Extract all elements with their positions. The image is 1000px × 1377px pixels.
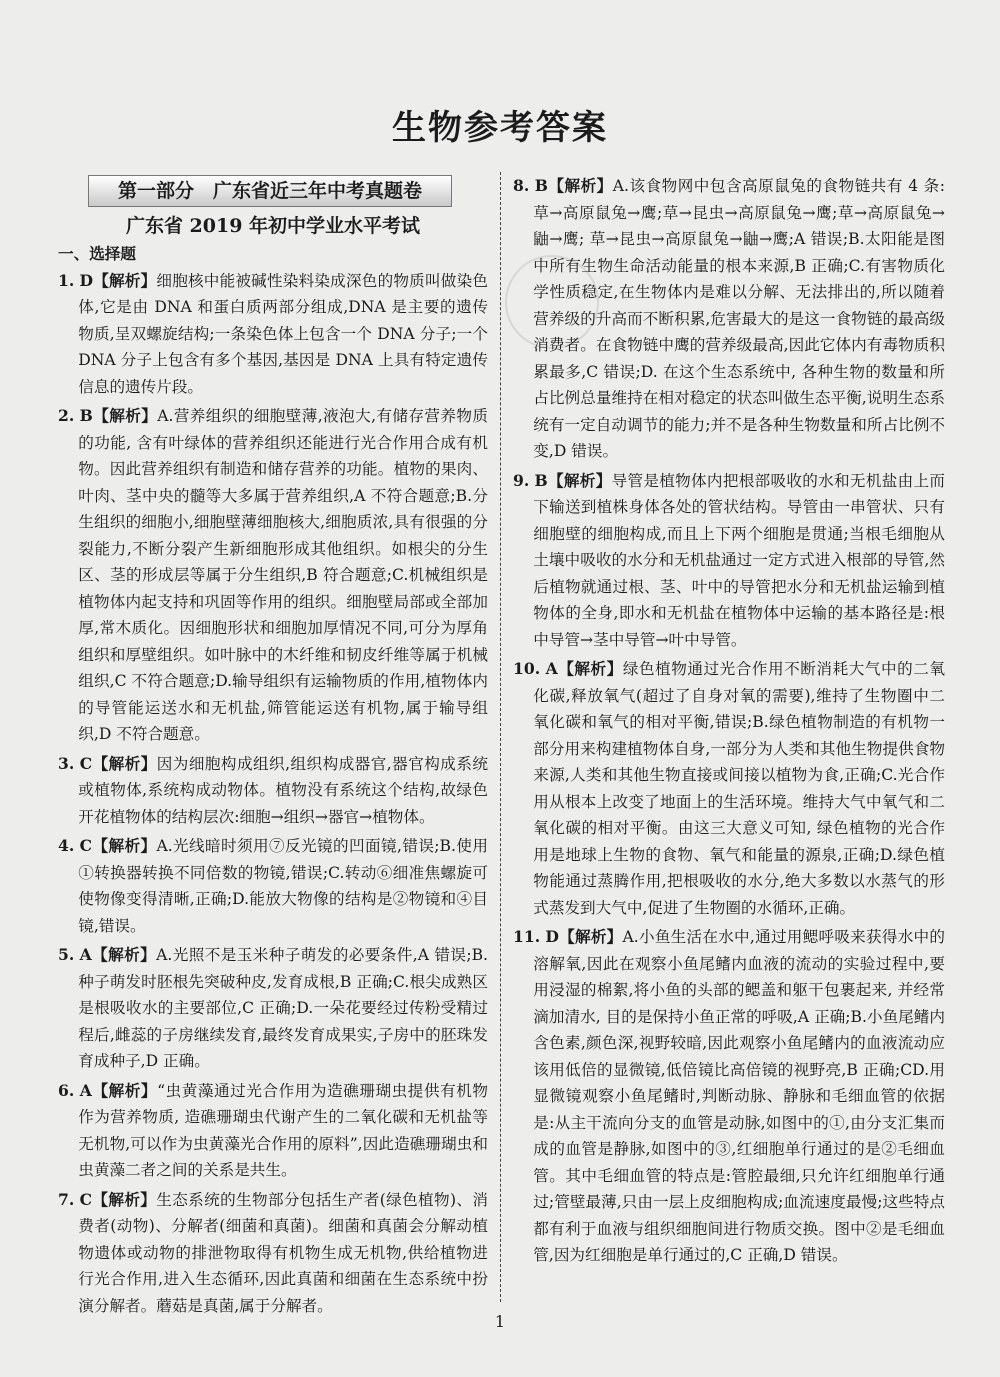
question-number: 3.: [58, 753, 75, 773]
analysis-text: 生态系统的生物部分包括生产者(绿色植物)、消费者(动物)、分解者(细菌和真菌)。细菌和真菌会分解动植物遗体或动物的排泄物取得有机物生成无机物,供给植物进行光合作用,进入生态循环,因此真菌和细菌在生态系统中扮演分解者。蘑菇是真菌,属于分解者。: [78, 1190, 488, 1315]
answer-letter: B: [534, 470, 548, 490]
question-number: 8.: [513, 176, 530, 195]
answer-item: [58, 268, 488, 401]
analysis-tag: 【解析】: [557, 659, 623, 678]
analysis-text: A.该食物网中包含高原鼠兔的食物链共有 4 条:草→高原鼠兔→鹰;草→昆虫→高原鼠兔→鹰;草→高原鼠兔→鼬→鹰; 草→昆虫→高原鼠兔→鼬→鹰;A 错误;B.太阳能是图中所有生物生命活动能量的根本来源,B 正确;C.有害物质化学性质稳定,在生物体内是难以分解、无法排出的,所以随着营养级的升高而不断积累,危害最大的是这一食物链的最高级消费者。在食物链中鹰的营养级最高,因此它体内有毒物质积累最多,C 错误;D. 在这个生态系统中, 各种生物的数量和所占比例总量维持在相对稳定的状态叫做生态平衡,说明生态系统有一定自动调节的能力;并不是各种生物数量和所占比例不变,D 错误。: [533, 177, 945, 460]
analysis-text: A.营养组织的细胞壁薄,液泡大,有储存营养物质的功能, 含有叶绿体的营养组织还能进行光合作用合成有机物。因此营养组织有制造和储存营养的功能。植物的果肉、叶肉、茎中央的髓等大多属于营养组织,A 不符合题意;B.分生组织的细胞小,细胞壁薄细胞核大,细胞质浓,具有很强的分裂能力,不断分裂产生新细胞形成其他组织。如根尖的分生区、茎的形成层等属于分生组织,B 符合题意;C.机械组织是植物体内起支持和巩固等作用的组织。细胞壁局部或全部加厚,常木质化。因细胞形状和细胞加厚情况不同,可分为厚角组织和厚壁组织。如叶脉中的木纤维和韧皮纤维等属于机械组织,C 不符合题意;D.输导组织有运输物质的作用,植物体内的导管能运送水和无机盐,筛管能运送有机物,属于输导组织,D 不符合题意。: [78, 407, 488, 743]
analysis-tag: 【解析】: [91, 1080, 158, 1100]
analysis-text: 导管是植物体内把根部吸收的水和无机盐由上而下输送到植株身体各处的管状结构。导管由一串管状、只有细胞壁的细胞构成,而且上下两个细胞是贯通;当根毛细胞从土壤中吸收的水分和无机盐通过一定方式进入根部的导管,然后植物就通过根、茎、叶中的导管把水分和无机盐运输到植物体的全身,即水和无机盐在植物体中运输的基本路径是:根中导管→茎中导管→叶中导管。: [533, 471, 945, 649]
question-list-left: [58, 268, 488, 1320]
analysis-text: 细胞核中能被碱性染料染成深色的物质叫做染色体,它是由 DNA 和蛋白质两部分组成,DNA 是主要的遗传物质,呈双螺旋结构;一条染色体上包含一个 DNA 分子;一个 DNA 分子上包含有多个基因,基因是 DNA 上具有特定遗传信息的遗传片段。: [78, 271, 488, 396]
question-number: 2.: [58, 406, 75, 425]
answer-letter: A: [79, 945, 92, 964]
answer-item: [513, 468, 945, 654]
column-divider: [500, 172, 501, 1302]
answer-letter: C: [79, 753, 93, 773]
answer-item: [513, 924, 945, 1269]
question-number: 10.: [513, 659, 541, 678]
question-number: 11.: [513, 927, 541, 946]
analysis-tag: 【解析】: [547, 470, 612, 490]
answer-item: [58, 1078, 488, 1184]
analysis-text: A.光照不是玉米种子萌发的必要条件,A 错误;B.种子萌发时胚根先突破种皮,发育成根,B 正确;C.根尖成熟区是根吸收水的主要部位,C 正确;D.一朵花要经过传粉受精过程后,雌蕊的子房继续发育,最终发育成果实,子房中的胚珠发育成种子,D 正确。: [78, 946, 488, 1070]
page-title: 生物参考答案: [392, 108, 608, 148]
answer-letter: B: [534, 176, 548, 195]
question-number: 6.: [58, 1080, 75, 1100]
right-column: [513, 173, 945, 1272]
question-number: 1.: [58, 270, 75, 290]
answer-item: [58, 942, 488, 1075]
answer-item: [58, 751, 488, 831]
question-number: 5.: [58, 945, 75, 964]
analysis-tag: 【解析】: [92, 753, 157, 773]
section-banner: 第一部分 广东省近三年中考真题卷: [88, 175, 452, 207]
analysis-text: 绿色植物通过光合作用不断消耗大气中的二氧化碳,释放氧气(超过了自身对氧的需要),维持了生物圈中二氧化碳和氧气的相对平衡,错误;B.绿色植物制造的有机物一部分用来构建植物体自身,一部分为人类和其他生物提供食物来源,人类和其他生物直接或间接以植物为食,正确;C.光合作用从根本上改变了地面上的生活环境。维持大气中氧气和二氧化碳的相对平衡。由这三大意义可知, 绿色植物的光合作用是地球上生物的食物、氧气和能量的源泉,正确;D.绿色植物能通过蒸腾作用,把根吸收的水分,绝大多数以水蒸气的形式蒸发到大气中,促进了生物圈的水循环,正确。: [533, 660, 945, 917]
question-number: 9.: [513, 470, 530, 490]
analysis-tag: 【解析】: [92, 1189, 157, 1209]
answer-letter: A: [79, 1080, 92, 1100]
analysis-tag: 【解析】: [91, 945, 157, 964]
question-list-right: [513, 173, 945, 1269]
left-column: [58, 175, 488, 1322]
answer-letter: B: [79, 406, 93, 425]
analysis-text: “虫黄藻通过光合作用为造礁珊瑚虫提供有机物作为营养物质, 造礁珊瑚虫代谢产生的二氧化碳和无机盐等无机物,可以作为虫黄藻光合作用的原料”,因此造礁珊瑚虫和虫黄藻二者之间的关系是共生。: [78, 1081, 488, 1179]
question-number: 7.: [58, 1189, 75, 1209]
answer-item: [58, 833, 488, 939]
analysis-text: 因为细胞构成组织,组织构成器官,器官构成系统或植物体,系统构成动物体。植物没有系统这个结构,故绿色开花植物体的结构层次:细胞→组织→器官→植物体。: [78, 754, 488, 826]
section-label: 一、选择题: [58, 244, 136, 263]
answer-letter: C: [79, 1189, 93, 1209]
page-number: 1: [494, 1312, 506, 1331]
answer-item: [513, 656, 945, 921]
analysis-text: A.光线暗时须用⑦反光镜的凹面镜,错误;B.使用①转换器转换不同倍数的物镜,错误;C.转动⑥细准焦螺旋可使物像变得清晰,正确;D.能放大物像的结构是②物镜和④目镜,错误。: [78, 837, 488, 935]
answer-letter: D: [545, 927, 559, 946]
answer-item: [58, 403, 488, 748]
answer-item: [513, 173, 945, 465]
analysis-tag: 【解析】: [92, 270, 157, 290]
answer-letter: D: [79, 270, 93, 290]
exam-title: 广东省 2019 年初中学业水平考试: [125, 215, 421, 237]
answer-letter: A: [545, 659, 558, 678]
analysis-tag: 【解析】: [558, 927, 623, 946]
answer-letter: C: [79, 836, 93, 855]
analysis-tag: 【解析】: [92, 406, 158, 425]
analysis-tag: 【解析】: [92, 836, 157, 855]
question-number: 4.: [58, 836, 75, 855]
analysis-tag: 【解析】: [547, 176, 613, 195]
analysis-text: A.小鱼生活在水中,通过用鳃呼吸来获得水中的溶解氧,因此在观察小鱼尾鳍内血液的流动的实验过程中,要用浸湿的棉絮,将小鱼的头部的鳃盖和躯干包裹起来, 并经常滴加清水, 目的是保持小鱼正常的呼吸,A 正确;B.小鱼尾鳍内含色素,颜色深,视野较暗,因此观察小鱼尾鳍内的血液流动应该用低倍的显微镜,低倍镜比高倍镜的视野亮,B 正确;CD.用显微镜观察小鱼尾鳍时,判断动脉、静脉和毛细血管的依据是:从主干流向分支的血管是动脉,如图中的①,由分支汇集而成的血管是静脉,如图中的③,红细胞单行通过的是②毛细血管。其中毛细血管的特点是:管腔最细,只允许红细胞单行通过;管壁最薄,只由一层上皮细胞构成;血流速度最慢;这些特点都有利于血液与组织细胞间进行物质交换。图中②是毛细血管,因为红细胞是单行通过的,C 正确,D 错误。: [533, 928, 945, 1264]
answer-item: [58, 1187, 488, 1320]
